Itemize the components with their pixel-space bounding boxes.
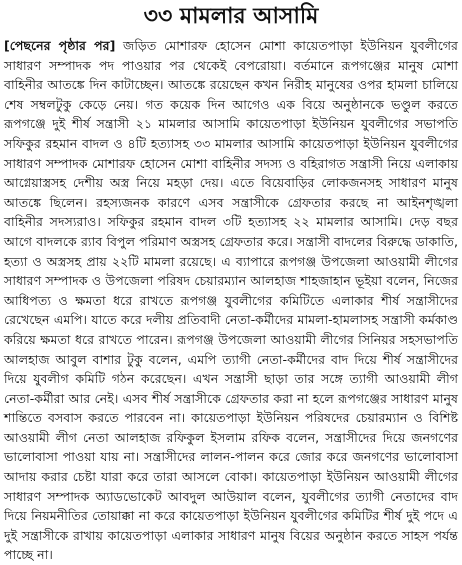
continuation-tag: [পেছনের পৃষ্ঠার পর] [4, 38, 116, 53]
news-clipping [0, 2, 462, 563]
article-body-text: জড়িত মোশারফ হোসেন মোশা কায়েতপাড়া ইউনিয়ন যুবলীগের সাধারণ সম্পাদক পদ পাওয়ার পর থেকেই বেপরোয়া। বর্তমানে রূপগঞ্জের মানুষ মোশা বাহিনীর আতঙ্কে দিন কাটাচ্ছেন। আতঙ্কে রয়েছেন কখন নিরীহ মানুষের ওপর হামলা চালিয়ে শেষ সম্বলটুকু কেড়ে নেয়। গত কয়েক দিন আগেও এক বিয়ে অনুষ্ঠানকে ভণ্ডুল করতে রূপগঞ্জে দুই শীর্ষ সন্ত্রাসী ২১ মামলার আসামি কায়েতপাড়া ইউনিয়ন যুবলীগের সভাপতি সফিকুর রহমান বাদল ও ৪টি হত্যাসহ ৩৩ মামলার আসামি কায়েতপাড়া ইউনিয়ন যুবলীগের সাধারণ সম্পাদক মোশারফ হোসেন মোশা বাহিনীর সদস্য ও বহিরাগত সন্ত্রাসী নিয়ে এলাকায় আগ্নেয়াস্ত্রসহ দেশীয় অস্ত্র নিয়ে মহড়া দেয়। এতে বিয়েবাড়ির লোকজনসহ সাধারণ মানুষ আতঙ্কে ছিলেন। রহস্যজনক কারণে এসব সন্ত্রাসীকে গ্রেফতার করছে না আইনশৃঙ্খলা বাহিনীর সদস্যরাও। সফিকুর রহমান বাদল ৩টি হত্যাসহ ২২ মামলার আসামি। দেড় বছর আগে বাদলকে র‍্যাব বিপুল পরিমাণ অস্ত্রসহ গ্রেফতার করে। সন্ত্রাসী বাদলের বিরুদ্ধে ডাকাতি, হত্যা ও অস্ত্রসহ প্রায় ২২টি মামলা রয়েছে। এ ব্যাপারে রূপগঞ্জ উপজেলা আওয়ামী লীগের সাধারণ সম্পাদক ও উপজেলা পরিষদ চেয়ারম্যান আলহাজ শাহজাহান ভূইয়া বলেন, নিজের আধিপত্য ও ক্ষমতা ধরে রাখতে রূপগঞ্জ যুবলীগের কমিটিতে এলাকার শীর্ষ সন্ত্রাসীদের রেখেছেন এমপি। যাতে করে দলীয় প্রতিবাদী নেতা-কর্মীদের মামলা-হামলাসহ সন্ত্রাসী কর্মকাণ্ড করিয়ে ক্ষমতা ধরে রাখতে পারেন। রূপগঞ্জ উপজেলা আওয়ামী লীগের সিনিয়র সহসভাপতি আলহাজ আবুল বাশার টুকু বলেন, এমপি ত্যাগী নেতা-কর্মীদের বাদ দিয়ে শীর্ষ সন্ত্রাসীদের দিয়ে যুবলীগ কমিটি গঠন করেছেন। এখন সন্ত্রাসী ছাড়া তার সঙ্গে ত্যাগী আওয়ামী লীগ নেতা-কর্মীরা আর নেই। এসব শীর্ষ সন্ত্রাসীকে গ্রেফতার করা না হলে রূপগঞ্জের সাধারণ মানুষ শান্তিতে বসবাস করতে পারবেন না। কায়েতপাড়া ইউনিয়ন পরিষদের চেয়ারম্যান ও বিশিষ্ট আওয়ামী লীগ নেতা আলহাজ রফিকুল ইসলাম রফিক বলেন, সন্ত্রাসীদের দিয়ে জনগণের ভালোবাসা পাওয়া যায় না। সন্ত্রাসীদের লালন-পালন করে জোর করে জনগণের ভালোবাসা আদায় করার চেষ্টা যারা করে তারা আসলে বোকা। কায়েতপাড়া ইউনিয়ন আওয়ামী লীগের সাধারণ সম্পাদক অ্যাডভোকেট আবদুল আউয়াল বলেন, যুবলীগের ত্যাগী নেতাদের বাদ দিয়ে নিয়মনীতির তোয়াক্কা না করে কায়েতপাড়া ইউনিয়ন যুবলীগের কমিটির শীর্ষ দুই পদে এ দুই সন্ত্রাসীকে রাখায় কায়েতপাড়া এলাকার সাধারণ মানুষ বিয়ের অনুষ্ঠান করতে সাহস পর্যন্ত পাচ্ছে না। [4, 38, 458, 563]
article-body [4, 36, 458, 565]
article-headline: ৩৩ মামলার আসামি [143, 4, 319, 29]
